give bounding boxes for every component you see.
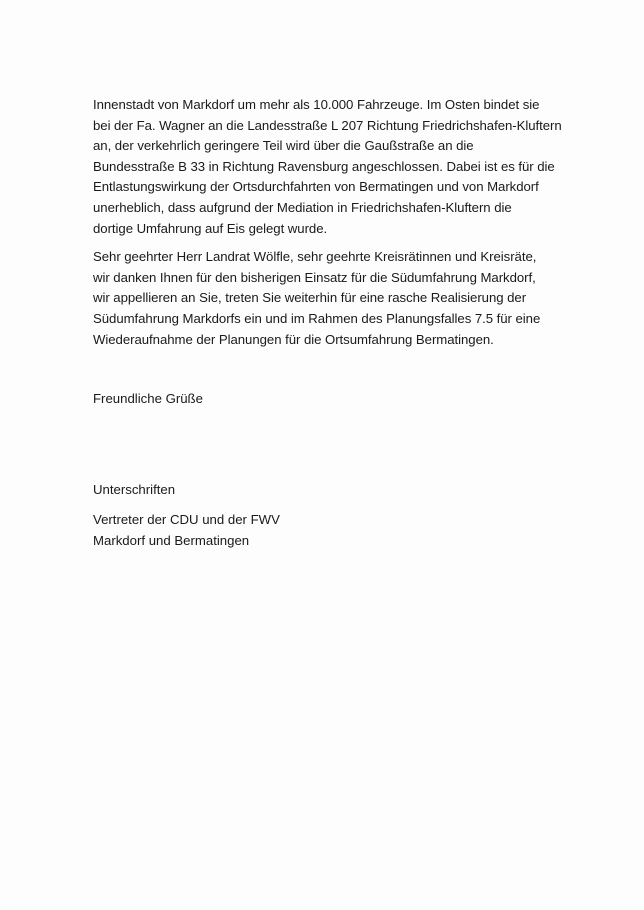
closing-salutation: Freundliche Grüße <box>93 391 203 406</box>
signatures-label: Unterschriften <box>93 482 176 497</box>
signer-line: Vertreter der CDU und der FWV <box>93 512 280 527</box>
paragraph-traffic-relief <box>93 95 563 239</box>
paragraph-appeal <box>93 247 563 350</box>
text-line: Bundesstraße B 33 in Richtung Ravensburg angeschlossen. Dabei ist es für die <box>93 158 555 174</box>
signers-block <box>93 510 280 551</box>
text-line: Südumfahrung Markdorfs ein und im Rahmen des Planungsfalles 7.5 für eine <box>93 310 541 326</box>
text-line: Wiederaufnahme der Planungen für die Ortsumfahrung Bermatingen. <box>93 331 494 347</box>
text-line: wir danken Ihnen für den bisherigen Einsatz für die Südumfahrung Markdorf, <box>93 269 536 285</box>
text-line: Entlastungswirkung der Ortsdurchfahrten von Bermatingen und von Markdorf <box>93 179 539 195</box>
text-line: an, der verkehrlich geringere Teil wird über die Gaußstraße an die <box>93 138 474 154</box>
text-line: Sehr geehrter Herr Landrat Wölfle, sehr geehrte Kreisrätinnen und Kreisräte, <box>93 249 537 265</box>
text-line: Innenstadt von Markdorf um mehr als 10.000 Fahrzeuge. Im Osten bindet sie <box>93 97 540 112</box>
letter-body <box>93 95 563 350</box>
text-line: bei der Fa. Wagner an die Landesstraße L 207 Richtung Friedrichshafen-Kluftern <box>93 117 562 133</box>
text-line: dortige Umfahrung auf Eis gelegt wurde. <box>93 220 328 236</box>
signer-line: Markdorf und Bermatingen <box>93 532 250 548</box>
text-line: unerheblich, dass aufgrund der Mediation in Friedrichshafen-Kluftern die <box>93 199 512 215</box>
text-line: wir appellieren an Sie, treten Sie weiterhin für eine rasche Realisierung der <box>93 290 527 306</box>
